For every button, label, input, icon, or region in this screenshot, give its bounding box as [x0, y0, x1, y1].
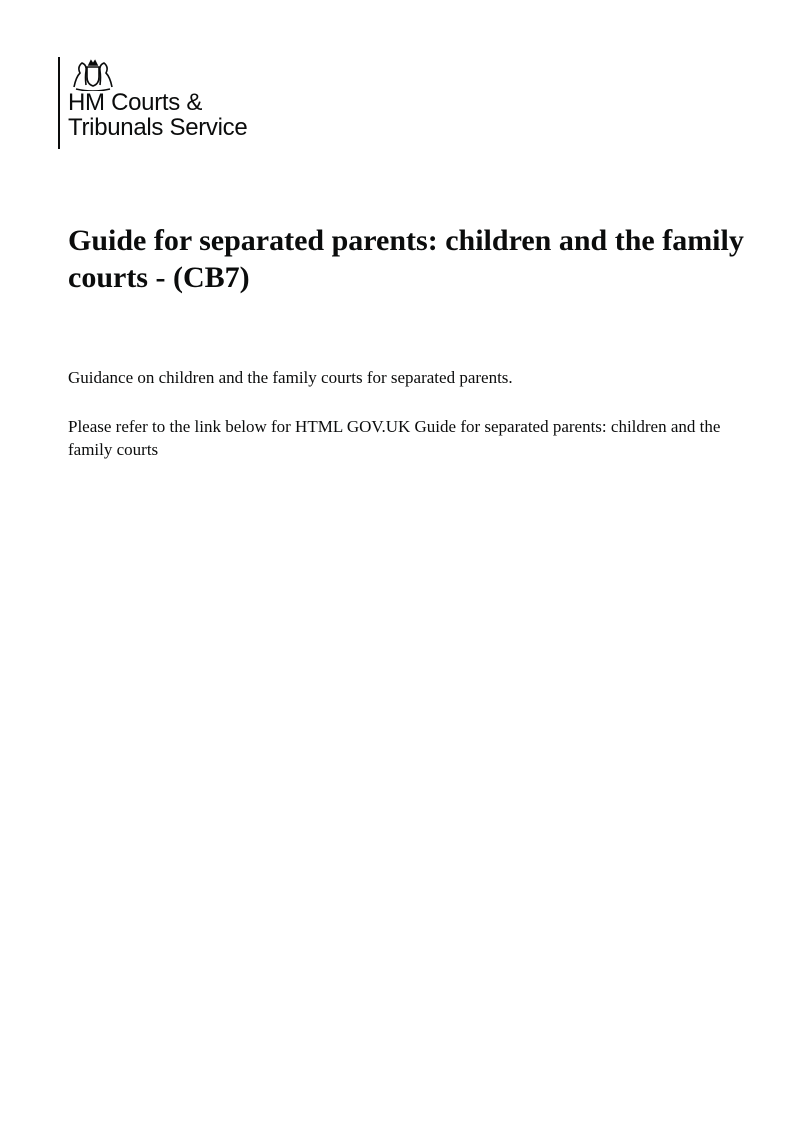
- royal-crest-icon: [70, 57, 116, 91]
- summary-paragraph: Guidance on children and the family courts for separated parents.: [68, 368, 513, 387]
- logo-line-1: HM Courts &: [68, 89, 203, 116]
- document-title: Guide for separated parents: children and the family courts - (CB7): [68, 224, 744, 294]
- hmcts-logo: [58, 57, 247, 149]
- logo-line-2: Tribunals Service: [68, 114, 248, 141]
- link-reference-paragraph: Please refer to the link below for HTML GOV.UK Guide for separated parents: children and the family courts: [68, 417, 721, 459]
